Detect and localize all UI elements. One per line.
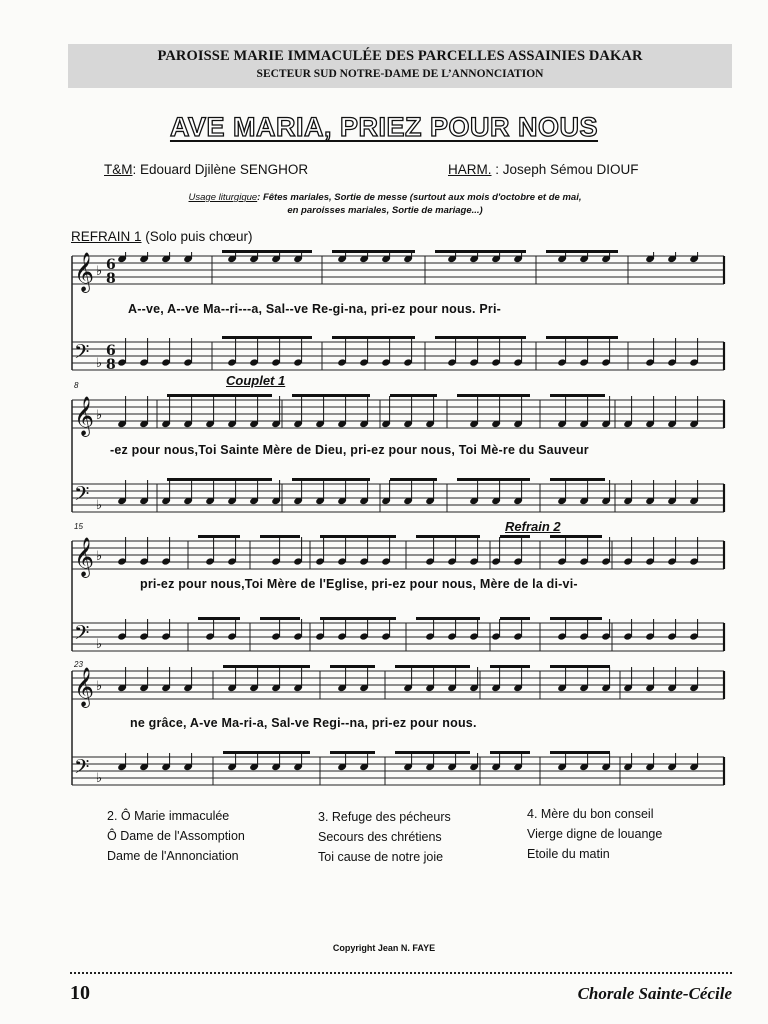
beam bbox=[500, 535, 530, 538]
beam bbox=[457, 478, 530, 481]
beam bbox=[332, 336, 415, 339]
verse-line: Dame de l'Annonciation bbox=[107, 849, 239, 863]
flat-icon: ♭ bbox=[96, 549, 103, 564]
verse-line: 2. Ô Marie immaculée bbox=[107, 809, 230, 823]
verse-line: Vierge digne de louange bbox=[527, 827, 663, 841]
upper-staff bbox=[72, 535, 724, 578]
beam bbox=[435, 250, 526, 253]
lower-staff bbox=[72, 617, 724, 652]
beam bbox=[320, 617, 396, 620]
upper-staff bbox=[72, 665, 724, 708]
music-system-4 bbox=[0, 668, 768, 798]
sector-name: SECTEUR SUD NOTRE-DAME DE L’ANNONCIATION bbox=[256, 68, 544, 80]
verse-line: Secours des chrétiens bbox=[318, 830, 442, 844]
beam bbox=[550, 665, 610, 668]
credit-harm bbox=[448, 162, 639, 177]
flat-icon: ♭ bbox=[96, 356, 103, 371]
usage-line2: en paroisses mariales, Sortie de mariage...) bbox=[287, 205, 483, 216]
page-number: 10 bbox=[70, 982, 90, 1004]
beam bbox=[198, 617, 240, 620]
flat-icon: ♭ bbox=[96, 498, 103, 513]
bass-clef-icon: 𝄢 bbox=[74, 482, 90, 510]
lower-staff bbox=[72, 751, 724, 786]
treble-clef-icon: 𝄞 bbox=[74, 252, 95, 292]
credit-tm bbox=[104, 162, 308, 177]
credit-harm-label: HARM. bbox=[448, 162, 492, 177]
treble-clef-icon: 𝄞 bbox=[74, 537, 95, 577]
beam bbox=[390, 478, 437, 481]
beam bbox=[198, 535, 240, 538]
beam bbox=[292, 478, 370, 481]
bass-clef-icon: 𝄢 bbox=[74, 340, 90, 368]
refrain1-heading bbox=[71, 229, 253, 244]
beam bbox=[546, 250, 618, 253]
time-signature: 6 bbox=[106, 343, 116, 359]
lyrics-system-3: pri-ez pour nous,Toi Mère de l'Eglise, pri-ez pour nous, Mère de la di-vi- bbox=[140, 577, 578, 591]
usage-line1: : Fêtes mariales, Sortie de messe (surtout aux mois d'octobre et de mai, bbox=[257, 192, 582, 203]
beam bbox=[167, 394, 272, 397]
measure-number: 23 bbox=[74, 660, 83, 669]
couplet-1-mark: Couplet 1 bbox=[226, 373, 286, 388]
beam bbox=[550, 394, 605, 397]
lyrics-system-4: ne grâce, A-ve Ma-ri-a, Sal-ve Regi--na, pri-ez pour nous. bbox=[130, 716, 477, 730]
verse-line: Toi cause de notre joie bbox=[318, 850, 444, 864]
beam bbox=[222, 250, 312, 253]
beam bbox=[330, 665, 375, 668]
time-signature: 8 bbox=[106, 357, 116, 373]
treble-clef-icon: 𝄞 bbox=[74, 396, 95, 436]
beam bbox=[550, 535, 602, 538]
lyrics-system-1: A--ve, A--ve Ma--ri---a, Sal--ve Re-gi-na, pri-ez pour nous. Pri- bbox=[128, 302, 501, 316]
beam bbox=[320, 535, 396, 538]
beam bbox=[546, 336, 618, 339]
upper-staff bbox=[72, 250, 724, 293]
beam bbox=[550, 617, 602, 620]
beam bbox=[260, 617, 300, 620]
bass-clef-icon: 𝄢 bbox=[74, 621, 90, 649]
lyrics-system-2: -ez pour nous,Toi Sainte Mère de Dieu, pri-ez pour nous, Toi Mè-re du Sauveur bbox=[110, 443, 589, 457]
treble-clef-icon: 𝄞 bbox=[74, 667, 95, 707]
flat-icon: ♭ bbox=[96, 264, 103, 279]
refrain1-note: (Solo puis chœur) bbox=[141, 229, 253, 244]
flat-icon: ♭ bbox=[96, 408, 103, 423]
measure-number: 15 bbox=[74, 522, 83, 531]
beam bbox=[416, 617, 480, 620]
beam bbox=[330, 751, 375, 754]
beam bbox=[550, 478, 605, 481]
credit-tm-label: T&M bbox=[104, 162, 133, 177]
time-signature: 6 bbox=[106, 257, 116, 273]
credit-harm-value: : Joseph Sémou DIOUF bbox=[491, 162, 639, 177]
verse-line: 3. Refuge des pécheurs bbox=[318, 810, 451, 824]
flat-icon: ♭ bbox=[96, 637, 103, 652]
beam bbox=[416, 535, 480, 538]
verse-3 bbox=[318, 807, 451, 867]
parish-name: PAROISSE MARIE IMMACULÉE DES PARCELLES ASSAINIES DAKAR bbox=[157, 48, 643, 64]
flat-icon: ♭ bbox=[96, 679, 103, 694]
beam bbox=[490, 751, 530, 754]
footer-divider bbox=[70, 972, 732, 974]
lower-staff bbox=[72, 336, 724, 371]
beam bbox=[457, 394, 530, 397]
beam bbox=[395, 665, 470, 668]
liturgical-usage bbox=[120, 191, 650, 217]
beam bbox=[390, 394, 437, 397]
beam bbox=[292, 394, 370, 397]
upper-staff bbox=[72, 394, 724, 437]
beam bbox=[490, 665, 530, 668]
beam bbox=[395, 751, 470, 754]
beam bbox=[222, 336, 312, 339]
beam bbox=[223, 665, 310, 668]
song-title: AVE MARIA, PRIEZ POUR NOUS bbox=[169, 112, 599, 142]
beam bbox=[435, 336, 526, 339]
verse-line: 4. Mère du bon conseil bbox=[527, 807, 654, 821]
usage-label: Usage liturgique bbox=[188, 192, 258, 203]
beam bbox=[332, 250, 415, 253]
refrain-2-mark: Refrain 2 bbox=[505, 519, 561, 534]
lower-staff bbox=[72, 478, 724, 513]
music-system-3 bbox=[0, 533, 768, 663]
beam bbox=[550, 751, 610, 754]
beam bbox=[223, 751, 310, 754]
beam bbox=[167, 478, 272, 481]
verse-line: Ô Dame de l'Assomption bbox=[107, 829, 245, 843]
choir-name: Chorale Sainte-Cécile bbox=[577, 984, 732, 1003]
copyright: Copyright Jean N. FAYE bbox=[332, 943, 436, 953]
beam bbox=[500, 617, 530, 620]
time-signature: 8 bbox=[106, 271, 116, 287]
refrain1-label: REFRAIN 1 bbox=[71, 229, 142, 244]
measure-number: 8 bbox=[74, 381, 79, 390]
credit-tm-value: : Edouard Djilène SENGHOR bbox=[132, 162, 309, 177]
verse-2 bbox=[107, 806, 245, 866]
flat-icon: ♭ bbox=[96, 771, 103, 786]
verse-line: Etoile du matin bbox=[527, 847, 610, 861]
beam bbox=[260, 535, 300, 538]
parish-header bbox=[68, 44, 732, 88]
verse-4 bbox=[527, 804, 662, 864]
bass-clef-icon: 𝄢 bbox=[74, 755, 90, 783]
